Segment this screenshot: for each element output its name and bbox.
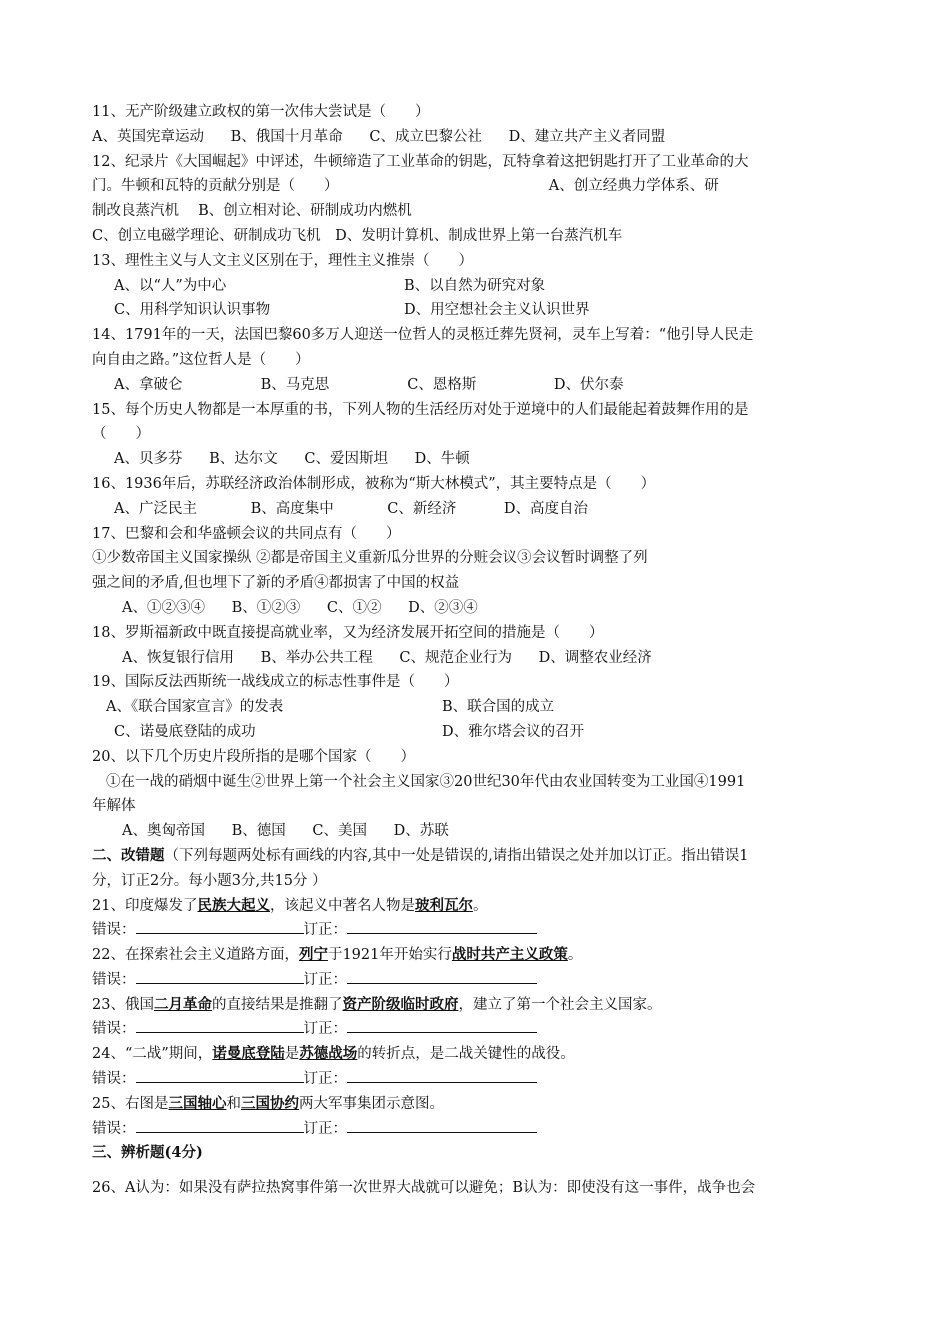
answer-line [92, 918, 872, 943]
q13-option-b: B、以自然为研究对象 [404, 277, 546, 294]
error-label: 错误： [92, 1021, 136, 1038]
q20-option-d: D、苏联 [393, 823, 449, 840]
q16-option-b: B、高度集中 [250, 500, 334, 517]
q16-option-c: C、新经济 [387, 500, 457, 517]
q20-option-b: B、德国 [231, 823, 286, 840]
correction-item [92, 1092, 872, 1142]
q20-stem: 20、以下几个历史片段所指的是哪个国家（ ） [92, 748, 415, 765]
q16-options [92, 497, 872, 522]
q16-option-d: D、高度自治 [503, 500, 588, 517]
q17-option-a: A、①②③④ [122, 599, 205, 616]
q18-option-b: B、举办公共工程 [260, 649, 373, 666]
answer-line [92, 1017, 872, 1042]
section-gap [92, 1166, 872, 1176]
q14-option-a: A、拿破仑 [114, 376, 183, 393]
underlined-term-2: 资产阶级临时政府 [342, 995, 459, 1013]
error-label: 错误： [92, 971, 136, 988]
q11-option-c: C、成立巴黎公社 [369, 128, 482, 145]
fix-label: 订正： [303, 922, 347, 939]
q19-options-row2 [92, 720, 872, 745]
error-blank[interactable] [136, 1018, 304, 1033]
fix-blank[interactable] [347, 1118, 537, 1133]
underlined-term-1: 列宁 [298, 946, 328, 964]
underlined-term-2: 战时共产主义政策 [451, 946, 568, 964]
error-label: 错误： [92, 1120, 136, 1137]
answer-line [92, 1067, 872, 1092]
error-label: 错误： [92, 1071, 136, 1088]
correction-item [92, 943, 872, 993]
q18-option-a: A、恢复银行信用 [122, 649, 234, 666]
q16-option-a: A、广泛民主 [114, 500, 197, 517]
q15-line1: 15、每个历史人物都是一本厚重的书，下列人物的生活经历对处于逆境中的人们最能起着鼓舞作用的是 [92, 401, 749, 418]
fix-label: 订正： [303, 1120, 347, 1137]
q13-option-c: C、用科学知识认识事物 [114, 302, 271, 319]
item-text-mid: 是 [284, 1046, 300, 1063]
underlined-term-1: 诺曼底登陆 [212, 1045, 285, 1063]
underlined-term-2: 三国协约 [240, 1094, 299, 1112]
fix-label: 订正： [303, 1071, 347, 1088]
fix-label: 订正： [303, 971, 347, 988]
underlined-term-2: 苏德战场 [299, 1045, 358, 1063]
item-text-post: 两大军事集团示意图。 [298, 1095, 444, 1112]
item-text-post: 。 [567, 947, 583, 964]
q15-line2: （ ） [92, 426, 150, 443]
q12-line1: 12、纪录片《大国崛起》中评述，牛顿缔造了工业革命的钥匙，瓦特拿着这把钥匙打开了工业革命的大 [92, 153, 749, 170]
q19-stem: 19、国际反法西斯统一战线成立的标志性事件是（ ） [92, 674, 459, 691]
item-text-pre: 21、印度爆发了 [92, 897, 198, 914]
q13-options-row2 [92, 298, 872, 323]
error-blank[interactable] [136, 969, 304, 984]
q26-text: 26、A认为：如果没有萨拉热窝事件第一次世界大战就可以避免；B认为：即使没有这一事件，战争也会 [92, 1180, 756, 1197]
item-text-post: ，建立了第一个社会主义国家。 [458, 996, 662, 1013]
correction-item [92, 1042, 872, 1092]
item-text-pre: 23、俄国 [92, 996, 154, 1013]
item-text-post: 的转折点，是二战关键性的战役。 [357, 1046, 575, 1063]
fix-blank[interactable] [347, 1068, 537, 1083]
q14-option-d: D、伏尔泰 [553, 376, 624, 393]
section3-title: 三、辨析题(4分) [92, 1144, 203, 1162]
error-blank[interactable] [136, 919, 304, 934]
item-text-mid: 于1921年开始实行 [327, 947, 452, 964]
underlined-term-2: 玻利瓦尔 [414, 896, 473, 914]
correction-item-text [92, 993, 872, 1018]
fix-blank[interactable] [347, 919, 537, 934]
answer-line [92, 968, 872, 993]
q15-option-c: C、爱因斯坦 [304, 451, 388, 468]
q13-stem: 13、理性主义与人文主义区别在于，理性主义推崇（ ） [92, 252, 473, 269]
q15-option-a: A、贝多芬 [114, 451, 183, 468]
correction-item-text [92, 894, 872, 919]
q19-options-row1 [92, 695, 872, 720]
item-text-pre: 22、在探索社会主义道路方面， [92, 947, 299, 964]
correction-item-text [92, 1092, 872, 1117]
q20-line2: 年解体 [92, 798, 136, 815]
error-label: 错误： [92, 922, 136, 939]
fix-blank[interactable] [347, 969, 537, 984]
q20-options [92, 819, 872, 844]
item-text-mid: 和 [226, 1095, 241, 1112]
section2-title: 二、改错题 [92, 846, 165, 864]
q17-line2: 强之间的矛盾,但也埋下了新的矛盾④都损害了中国的权益 [92, 575, 460, 592]
fix-blank[interactable] [347, 1018, 537, 1033]
item-text-post: 。 [472, 897, 488, 914]
q12-line2: 门。牛顿和瓦特的贡献分别是（ ） A、创立经典力学体系、研 [92, 178, 719, 195]
q18-stem: 18、罗斯福新政中既直接提高就业率，又为经济发展开拓空间的措施是（ ） [92, 624, 604, 641]
q14-line1: 14、1791年的一天，法国巴黎60多万人迎送一位哲人的灵柩迁葬先贤祠，灵车上写着：“他引导人民走 [92, 327, 754, 344]
q17-options [92, 596, 872, 621]
q20-option-c: C、美国 [312, 823, 367, 840]
underlined-term-1: 民族大起义 [197, 896, 270, 914]
q18-option-d: D、调整农业经济 [538, 649, 652, 666]
q14-option-b: B、马克思 [260, 376, 330, 393]
section2-instructions-1: （下列每题两处标有画线的内容,其中一处是错误的,请指出错误之处并加以订正。指出错误1 [164, 847, 749, 864]
section2-instructions-2: 分，订正2分。每小题3分,共15分 ） [92, 872, 327, 889]
error-blank[interactable] [136, 1118, 304, 1133]
error-blank[interactable] [136, 1068, 304, 1083]
q15-option-b: B、达尔文 [209, 451, 278, 468]
q18-options [92, 646, 872, 671]
q11-option-b: B、俄国十月革命 [230, 128, 343, 145]
q13-options-row1 [92, 274, 872, 299]
q19-option-c: C、诺曼底登陆的成功 [114, 723, 256, 740]
q15-options [92, 447, 872, 472]
correction-item-text [92, 1042, 872, 1067]
q19-option-d: D、雅尔塔会议的召开 [442, 723, 585, 740]
q11-stem: 11、无产阶级建立政权的第一次伟大尝试是（ ） [92, 104, 430, 120]
q11-option-a: A、英国宪章运动 [92, 128, 204, 145]
section2-header [92, 844, 872, 869]
q16-stem: 16、1936年后，苏联经济政治体制形成，被称为“斯大林模式”，其主要特点是（ ） [92, 475, 656, 492]
item-text-pre: 24、“二战”期间， [92, 1046, 213, 1063]
exam-page [92, 100, 872, 1201]
q17-option-c: C、①② [326, 599, 382, 616]
q14-options [92, 373, 872, 398]
q17-option-d: D、②③④ [408, 599, 478, 616]
q12-line3: 制改良蒸汽机 B、创立相对论、研制成功内燃机 [92, 203, 412, 220]
underlined-term-1: 二月革命 [153, 995, 212, 1013]
correction-item [92, 993, 872, 1043]
q17-stem: 17、巴黎和会和华盛顿会议的共同点有（ ） [92, 525, 401, 542]
correction-item-text [92, 943, 872, 968]
q19-option-b: B、联合国的成立 [442, 699, 555, 716]
q11-option-d: D、建立共产主义者同盟 [508, 128, 666, 145]
fix-label: 订正： [303, 1021, 347, 1038]
q18-option-c: C、规范企业行为 [399, 649, 512, 666]
q13-option-d: D、用空想社会主义认识世界 [404, 302, 590, 319]
q17-option-b: B、①②③ [231, 599, 301, 616]
q19-option-a: A、《联合国家宣言》的发表 [106, 699, 284, 716]
q15-option-d: D、牛顿 [414, 451, 470, 468]
q14-option-c: C、恩格斯 [407, 376, 477, 393]
q20-line1: ①在一战的硝烟中诞生②世界上第一个社会主义国家③20世纪30年代由农业国转变为工业国④1991 [106, 773, 746, 790]
answer-line [92, 1117, 872, 1142]
correction-item [92, 894, 872, 944]
correction-items [92, 894, 872, 1142]
q11-options [92, 125, 872, 150]
q12-line4: C、创立电磁学理论、研制成功飞机 D、发明计算机、制成世界上第一台蒸汽机车 [92, 227, 623, 244]
underlined-term-1: 三国轴心 [168, 1094, 227, 1112]
q17-line1: ①少数帝国主义国家操纵 ②都是帝国主义重新瓜分世界的分赃会议③会议暂时调整了列 [92, 550, 648, 567]
q20-option-a: A、奥匈帝国 [122, 823, 205, 840]
q14-line2: 向自由之路。”这位哲人是（ ） [92, 351, 310, 368]
item-text-pre: 25、右图是 [92, 1095, 169, 1112]
q13-option-a: A、以“人”为中心 [114, 277, 227, 294]
item-text-mid: 的直接结果是推翻了 [211, 996, 343, 1013]
item-text-mid: ，该起义中著名人物是 [269, 897, 415, 914]
